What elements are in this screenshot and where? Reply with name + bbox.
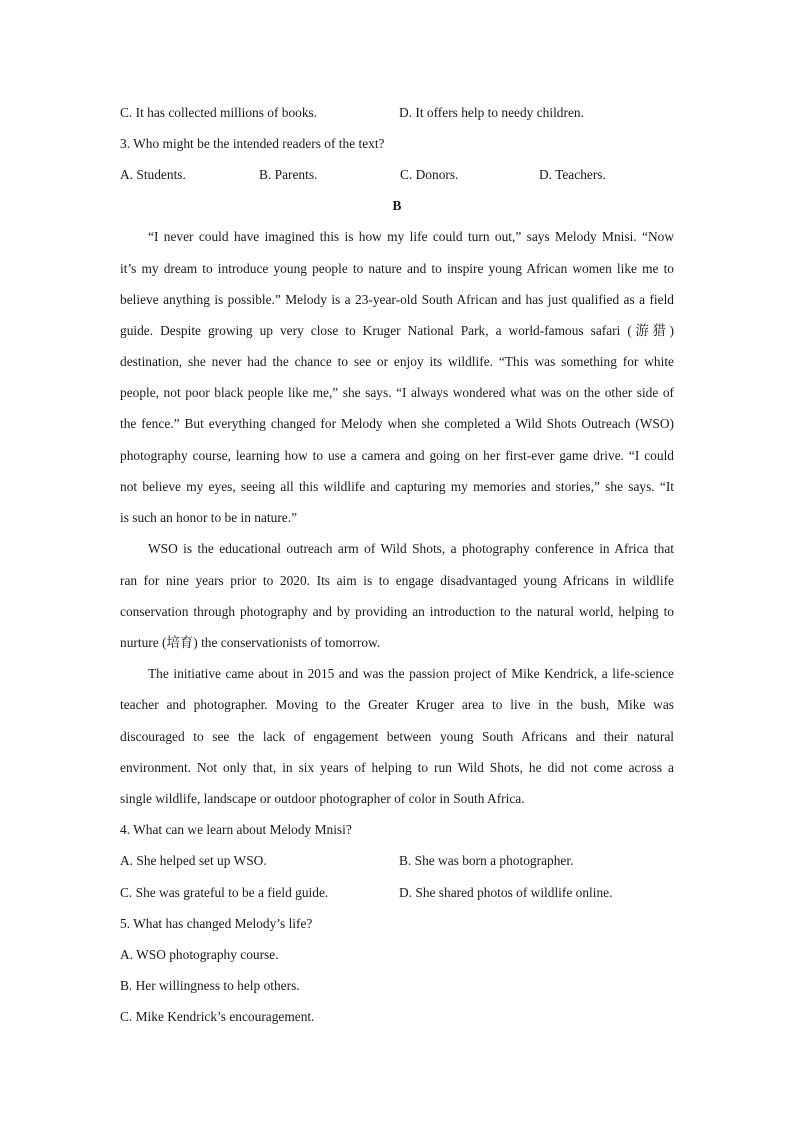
paragraph-line: The initiative came about in 2015 and was the passion project of Mike Kendrick, a life-science [148, 666, 674, 681]
q5-option-b: B. Her willingness to help others. [120, 978, 300, 993]
paragraph-line: people, not poor black people like me,” she says. “I always wondered what was on the other side of [120, 385, 674, 400]
q3-option-b: B. Parents. [259, 167, 318, 182]
paragraph-line: not believe my eyes, seeing all this wildlife and capturing my memories and stories,” she says. “It [120, 479, 674, 494]
paragraph-line: environment. Not only that, in six years of helping to run Wild Shots, he did not come across a [120, 760, 674, 775]
paragraph-line: destination, she never had the chance to see or enjoy its wildlife. “This was something for white [120, 354, 674, 369]
q3-option-a: A. Students. [120, 167, 186, 182]
paragraph-line: single wildlife, landscape or outdoor photographer of color in South Africa. [120, 791, 525, 806]
paragraph-line: is such an honor to be in nature.” [120, 510, 298, 525]
paragraph-line: the fence.” But everything changed for Melody when she completed a Wild Shots Outreach (WSO) [120, 416, 674, 431]
paragraph-line: “I never could have imagined this is how my life could turn out,” says Melody Mnisi. “Now [148, 229, 674, 244]
q3-option-d: D. Teachers. [539, 167, 606, 182]
paragraph-line: nurture (培育) the conservationists of tomorrow. [120, 635, 381, 650]
q4-question: 4. What can we learn about Melody Mnisi? [120, 822, 352, 837]
paragraph-line: ran for nine years prior to 2020. Its aim is to engage disadvantaged young Africans in wildlife [120, 573, 674, 588]
paragraph-line: WSO is the educational outreach arm of Wild Shots, a photography conference in Africa that [148, 541, 674, 556]
paragraph-line: conservation through photography and by providing an introduction to the natural world, helping to [120, 604, 674, 619]
q2-option-d: D. It offers help to needy children. [399, 105, 584, 120]
paragraph-line: teacher and photographer. Moving to the Greater Kruger area to live in the bush, Mike was [120, 697, 674, 712]
q2-option-c: C. It has collected millions of books. [120, 105, 318, 120]
q4-option-c: C. She was grateful to be a field guide. [120, 885, 329, 900]
q3-option-c: C. Donors. [400, 167, 459, 182]
paragraph-line: guide. Despite growing up very close to Kruger National Park, a world-famous safari (游猎) [120, 323, 674, 338]
q5-option-a: A. WSO photography course. [120, 947, 279, 962]
paragraph-line: discouraged to see the lack of engagement between young South Africans and their natural [120, 729, 674, 744]
paragraph-line: photography course, learning how to use a camera and going on her first-ever game drive. “I could [120, 448, 674, 463]
q5-option-c: C. Mike Kendrick’s encouragement. [120, 1009, 315, 1024]
q3-question: 3. Who might be the intended readers of the text? [120, 136, 385, 151]
q4-option-d: D. She shared photos of wildlife online. [399, 885, 613, 900]
q4-option-b: B. She was born a photographer. [399, 853, 574, 868]
paragraph-line: it’s my dream to introduce young people to nature and to inspire young African women like me to [120, 261, 674, 276]
section-b-title: B [392, 198, 402, 213]
q4-option-a: A. She helped set up WSO. [120, 853, 267, 868]
q5-question: 5. What has changed Melody’s life? [120, 916, 313, 931]
paragraph-line: believe anything is possible.” Melody is a 23-year-old South African and has just qualified as a field [120, 292, 674, 307]
